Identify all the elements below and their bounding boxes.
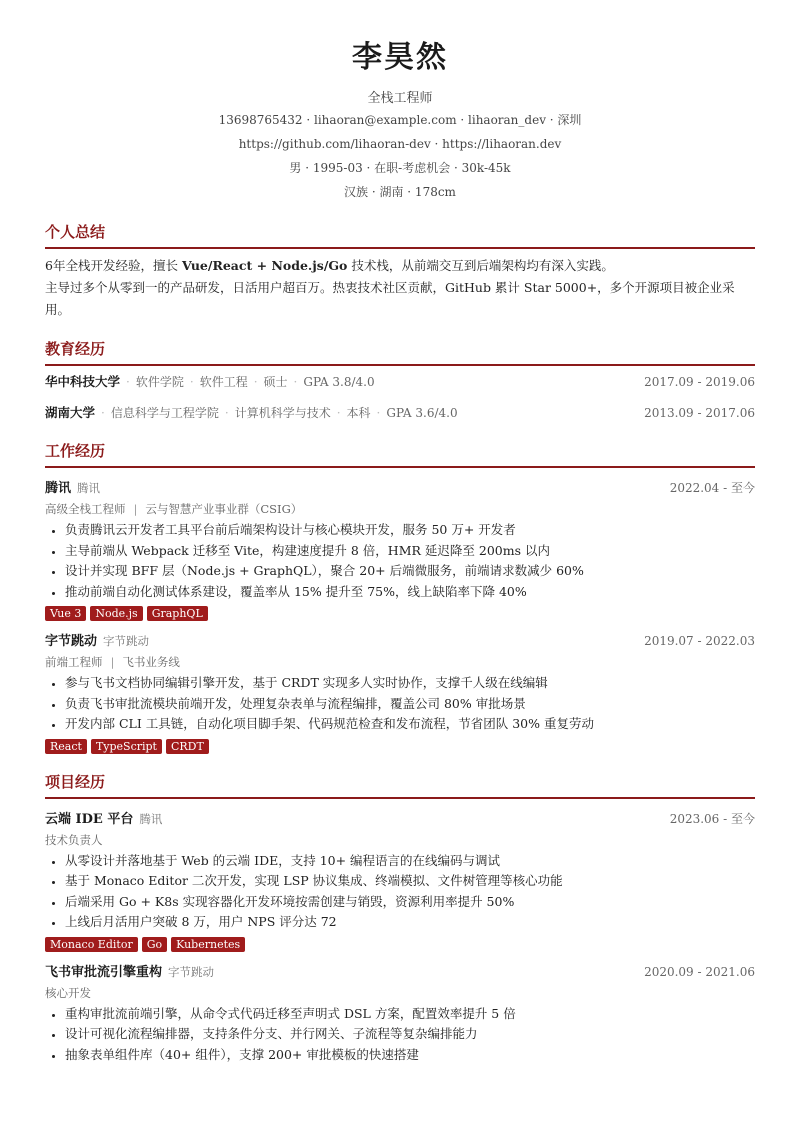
date-range: 2020.09 - 2021.06	[644, 964, 755, 979]
bullet-list	[45, 520, 755, 602]
entry-title	[45, 630, 149, 652]
tag-list	[45, 606, 755, 621]
date-range: 2013.09 - 2017.06	[644, 406, 755, 420]
school-name: 华中科技大学	[45, 374, 121, 389]
work-list	[45, 477, 755, 754]
candidate-name: 李昊然	[352, 40, 448, 75]
bullet-item: • 负责腾讯云开发者工具平台前后端架构设计与核心模块开发，服务 50 万+ 开发者	[65, 520, 755, 541]
entry-block	[45, 808, 755, 952]
bullet-item: • 从零设计并落地基于 Web 的云端 IDE，支持 10+ 编程语言的在线编码与调试	[65, 851, 755, 872]
education-meta: 信息科学与工程学院	[110, 406, 219, 420]
education-details	[45, 403, 458, 423]
entry-header	[45, 961, 755, 983]
entry-role	[45, 983, 755, 1003]
bullet-item: • 抽象表单组件库（40+ 组件），支撑 200+ 审批模板的快速搭建	[65, 1045, 755, 1066]
section-heading: 个人总结	[45, 222, 755, 249]
bullet-list	[45, 1004, 755, 1066]
separator-dot: ·	[126, 375, 130, 389]
bullet-item: • 负责飞书审批流模块前端开发，处理复杂表单与流程编排，覆盖公司 80% 审批场景	[65, 694, 755, 715]
bullet-item: • 参与飞书文档协同编辑引擎开发，基于 CRDT 实现多人实时协作，支撑千人级在线编辑	[65, 673, 755, 694]
entry-title	[45, 961, 214, 983]
education-meta: GPA 3.6/4.0	[386, 406, 458, 420]
entry-header	[45, 630, 755, 652]
projects-section	[45, 772, 755, 1066]
education-row	[45, 403, 755, 423]
education-row	[45, 372, 755, 392]
bullet-item: • 重构审批流前端引擎，从命令式代码迁移至声明式 DSL 方案，配置效率提升 5 倍	[65, 1004, 755, 1025]
entry-organization: 腾讯	[77, 481, 101, 495]
entry-header	[45, 808, 755, 830]
bullet-item: • 设计并实现 BFF 层（Node.js + GraphQL），聚合 20+ 后端微服务，前端请求数减少 60%	[65, 561, 755, 582]
divider: |	[110, 655, 115, 669]
section-heading: 项目经历	[45, 772, 755, 799]
work-section	[45, 441, 755, 754]
summary-line: 主导过多个从零到一的产品研发，日活用户超百万。热衷技术社区贡献，GitHub 累计 Star 5000+，多个开源项目被企业采用。	[45, 280, 735, 317]
role-text: 前端工程师	[45, 655, 103, 669]
tag-list	[45, 937, 755, 952]
skill-tag: Monaco Editor	[45, 937, 138, 952]
role-text: 飞书业务线	[122, 655, 180, 669]
bullet-item: • 推动前端自动化测试体系建设，覆盖率从 15% 提升至 75%，线上缺陷率下降 40%	[65, 582, 755, 603]
separator-dot: ·	[101, 406, 105, 420]
job-title: 全栈工程师	[367, 91, 433, 106]
skill-tag: CRDT	[166, 739, 209, 754]
separator-dot: ·	[336, 406, 341, 420]
education-meta: 软件工程	[199, 375, 248, 389]
role-text: 技术负责人	[45, 832, 103, 847]
links-line: https://github.com/lihaoran-dev · https://lihaoran.dev	[238, 137, 562, 151]
entry-organization: 腾讯	[139, 811, 163, 826]
entry-organization: 字节跳动	[168, 964, 215, 979]
section-heading: 教育经历	[45, 339, 755, 366]
entry-role	[45, 652, 755, 672]
tag-list	[45, 739, 755, 754]
education-meta: 软件学院	[135, 375, 184, 389]
bullet-item: • 基于 Monaco Editor 二次开发，实现 LSP 协议集成、终端模拟、文件树管理等核心功能	[65, 871, 755, 892]
entry-block	[45, 477, 755, 621]
resume-header	[45, 0, 755, 204]
date-range: 2017.09 - 2019.06	[644, 375, 755, 389]
entry-role	[45, 830, 755, 850]
entry-title	[45, 808, 162, 830]
entry-role	[45, 499, 755, 519]
school-name: 湖南大学	[45, 405, 96, 420]
separator-dot: ·	[189, 375, 194, 389]
skill-tag: Kubernetes	[171, 937, 245, 952]
date-range: 2022.04 - 至今	[669, 481, 755, 495]
separator-dot: ·	[293, 375, 298, 389]
education-list	[45, 372, 755, 423]
entry-name: 飞书审批流引擎重构	[45, 964, 163, 980]
date-range: 2023.06 - 至今	[669, 811, 755, 826]
contact-line: 13698765432 · lihaoran@example.com · lihaoran_dev · 深圳	[218, 113, 582, 127]
entry-organization: 字节跳动	[103, 634, 150, 648]
entry-name: 字节跳动	[45, 634, 98, 649]
role-text: 高级全栈工程师	[45, 502, 126, 516]
skill-tag: TypeScript	[91, 739, 162, 754]
entry-block	[45, 630, 755, 754]
entry-title	[45, 477, 100, 499]
entry-name: 云端 IDE 平台	[45, 811, 134, 827]
bullet-item: • 上线后月活用户突破 8 万，用户 NPS 评分达 72	[65, 912, 755, 933]
education-meta: 硕士	[263, 375, 288, 389]
summary-body	[45, 255, 755, 321]
separator-dot: ·	[253, 375, 258, 389]
bullet-item: • 开发内部 CLI 工具链，自动化项目脚手架、代码规范检查和发布流程，节省团队 30% 重复劳动	[65, 714, 755, 735]
role-text: 核心开发	[45, 985, 91, 1000]
personal-line: 男 · 1995-03 · 在职-考虑机会 · 30k-45k	[289, 161, 511, 175]
divider: |	[133, 502, 138, 516]
bullet-item: • 设计可视化流程编排器，支持条件分支、并行网关、子流程等复杂编排能力	[65, 1024, 755, 1045]
education-meta: 本科	[346, 406, 371, 420]
separator-dot: ·	[376, 406, 381, 420]
separator-dot: ·	[224, 406, 229, 420]
project-list	[45, 808, 755, 1066]
skill-tag: Vue 3	[45, 606, 86, 621]
bullet-item: • 主导前端从 Webpack 迁移至 Vite，构建速度提升 8 倍，HMR 延迟降至 200ms 以内	[65, 541, 755, 562]
education-meta: GPA 3.8/4.0	[303, 375, 375, 389]
summary-line: 6年全栈开发经验，擅长 Vue/React + Node.js/Go 技术栈，从前端交互到后端架构均有深入实践。	[45, 258, 614, 273]
personal-line-2: 汉族 · 湖南 · 178cm	[344, 185, 456, 199]
entry-header	[45, 477, 755, 499]
role-text: 云与智慧产业事业群（CSIG）	[145, 502, 303, 516]
skill-tag: Go	[142, 937, 167, 952]
bullet-list	[45, 851, 755, 933]
skill-tag: React	[45, 739, 87, 754]
section-heading: 工作经历	[45, 441, 755, 468]
date-range: 2019.07 - 2022.03	[644, 634, 755, 648]
bullet-item: • 后端采用 Go + K8s 实现容器化开发环境按需创建与销毁，资源利用率提升 50%	[65, 892, 755, 913]
skill-tag: GraphQL	[147, 606, 208, 621]
summary-section	[45, 222, 755, 321]
education-section	[45, 339, 755, 423]
bullet-list	[45, 673, 755, 735]
education-meta: 计算机科学与技术	[234, 406, 331, 420]
entry-block	[45, 961, 755, 1066]
education-details	[45, 372, 375, 392]
skill-tag: Node.js	[90, 606, 142, 621]
entry-name: 腾讯	[45, 481, 72, 496]
